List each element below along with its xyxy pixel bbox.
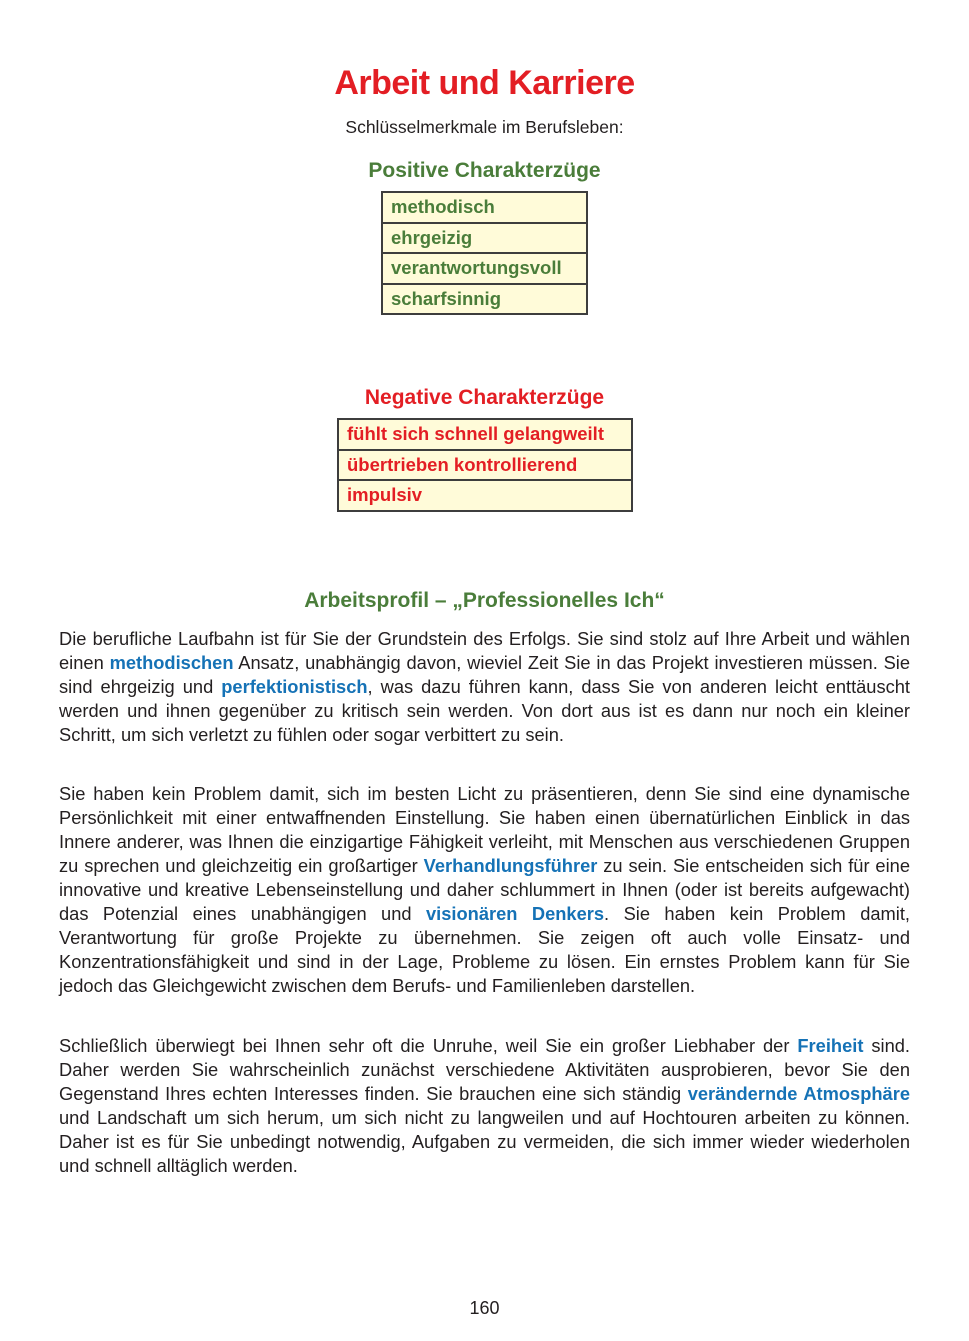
positive-traits-table [381, 191, 588, 315]
table-row [338, 419, 632, 450]
table-row [338, 480, 632, 511]
table-row [338, 450, 632, 481]
positive-traits-heading: Positive Charakterzüge [368, 159, 601, 182]
highlighted-term: Verhandlungsführer [423, 855, 598, 876]
trait-cell: fühlt sich schnell gelangweilt [338, 419, 632, 450]
trait-cell: ehrgeizig [382, 223, 587, 254]
paragraph-text: Ansatz, unabhängig davon, wieviel Zeit Sie in das Projekt investieren müssen. Sie sind ehrgeizig und [59, 652, 911, 697]
negative-traits-heading: Negative Charakterzüge [364, 386, 605, 409]
paragraph-text: Schließlich überwiegt bei Ihnen sehr oft die Unruhe, weil Sie ein großer Liebhaber der [59, 1035, 798, 1056]
paragraph-text: und Landschaft um sich herum, um sich nicht zu langweilen und auf Hochtouren arbeiten zu können. Daher ist es für Sie unbedingt notwendig, Aufgaben zu vermeiden, die sich immer wieder wiederholen und schnell alltäglich werden. [59, 1107, 910, 1176]
paragraph-text: sind. Daher werden Sie wahrscheinlich zunächst verschiedene Aktivitäten ausprobieren, bevor Sie den Gegenstand Ihres echten Interesses finden. Sie brauchen eine sich ständig [59, 1035, 910, 1104]
paragraph-text: Sie haben kein Problem damit, sich im besten Licht zu präsentieren, denn Sie sind eine dynamische Persönlichkeit mit einer entwaffnenden Einstellung. Sie haben einen übernatürlichen Einblick in das Innere anderer, was Ihnen die einzigartige Fähigkeit verleiht, mit Menschen aus verschiedenen Gruppen zu sprechen und gleichzeitig ein großartiger [59, 783, 910, 876]
highlighted-term: verändernde Atmosphäre [687, 1083, 910, 1104]
table-row [382, 284, 587, 315]
trait-cell: verantwortungsvoll [382, 253, 587, 284]
table-row [382, 192, 587, 223]
highlighted-term: Freiheit [797, 1035, 864, 1056]
page-title: Arbeit und Karriere [334, 64, 635, 102]
trait-cell: methodisch [382, 192, 587, 223]
page-number: 160 [469, 1298, 500, 1318]
paragraph-text: zu sein. Sie entscheiden sich für eine innovative und kreative Lebenseinstellung und daher schlummert in Ihnen (oder ist bereits aufgewacht) das Potenzial eines unabhängigen und [59, 855, 910, 924]
paragraph-text: , was dazu führen kann, dass Sie von anderen leicht enttäuscht werden und ihnen gegenüber zu kritisch sein werden. Von dort aus ist es dann nur noch ein kleiner Schritt, um sich verletzt zu fühlen oder sogar verbittert zu sein. [59, 676, 911, 745]
paragraph-text: . Sie haben kein Problem damit, Verantwortung für große Projekte zu übernehmen. Sie zeigen oft auch volle Einsatz- und Konzentrationsfähigkeit und sind in der Lage, Probleme zu lösen. Ein ernstes Problem kann für Sie jedoch das Gleichgewicht zwischen dem Berufs- und Familienleben darstellen. [59, 903, 910, 996]
highlighted-term: visionären Denkers [426, 903, 605, 924]
highlighted-term: perfektionistisch [221, 676, 368, 697]
highlighted-term: methodischen [109, 652, 234, 673]
trait-cell: impulsiv [338, 480, 632, 511]
profile-paragraph [59, 1034, 910, 1178]
profile-paragraph [59, 782, 910, 998]
profile-heading: Arbeitsprofil – „Professionelles Ich“ [304, 589, 665, 612]
paragraph-text: Die berufliche Laufbahn ist für Sie der Grundstein des Erfolgs. Sie sind stolz auf Ihre Arbeit und wählen einen [59, 628, 910, 673]
page-subtitle: Schlüsselmerkmale im Berufsleben: [345, 117, 624, 137]
table-row [382, 223, 587, 254]
profile-paragraph [59, 627, 910, 747]
trait-cell: scharfsinnig [382, 284, 587, 315]
trait-cell: übertrieben kontrollierend [338, 450, 632, 481]
table-row [382, 253, 587, 284]
negative-traits-table [337, 418, 633, 512]
